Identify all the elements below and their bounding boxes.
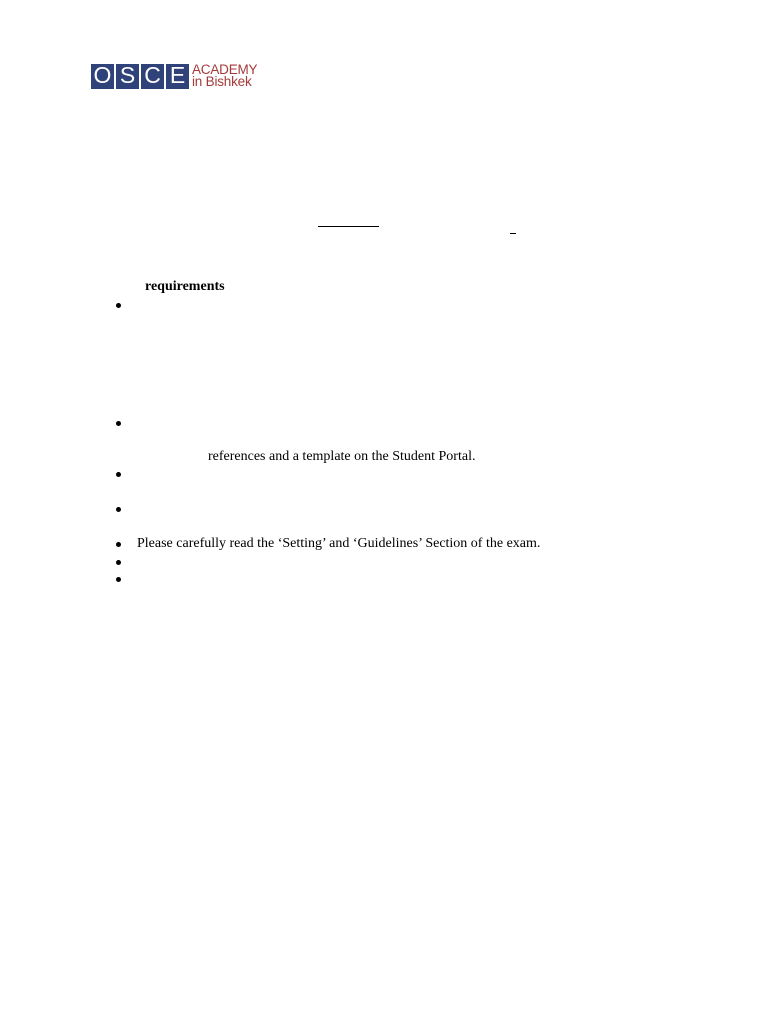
- bullet-5: [116, 542, 121, 547]
- logo-letter-o: O: [91, 64, 114, 89]
- references-line: references and a template on the Student Portal.: [208, 449, 476, 464]
- bullet-6: [116, 560, 121, 565]
- logo-letter-boxes: [91, 61, 189, 89]
- bullet-4: [116, 507, 121, 512]
- guidelines-line: Please carefully read the ‘Setting’ and ‘Guidelines’ Section of the exam.: [137, 536, 541, 551]
- bullet-2: [116, 421, 121, 426]
- logo-letter-c: C: [141, 64, 164, 89]
- logo-letter-s: S: [116, 64, 139, 89]
- logo-line-bishkek: in Bishkek: [192, 74, 252, 89]
- requirements-heading: requirements: [145, 279, 225, 294]
- dash-mark: [510, 233, 516, 234]
- logo-line-academy: ACADEMY: [192, 62, 258, 77]
- logo-letter-e: E: [166, 64, 189, 89]
- bullet-3: [116, 472, 121, 477]
- osce-academy-logo: [91, 63, 257, 89]
- logo-wordmark: [192, 64, 257, 88]
- underline-blank: [318, 226, 379, 227]
- bullet-7: [116, 577, 121, 582]
- bullet-1: [116, 303, 121, 308]
